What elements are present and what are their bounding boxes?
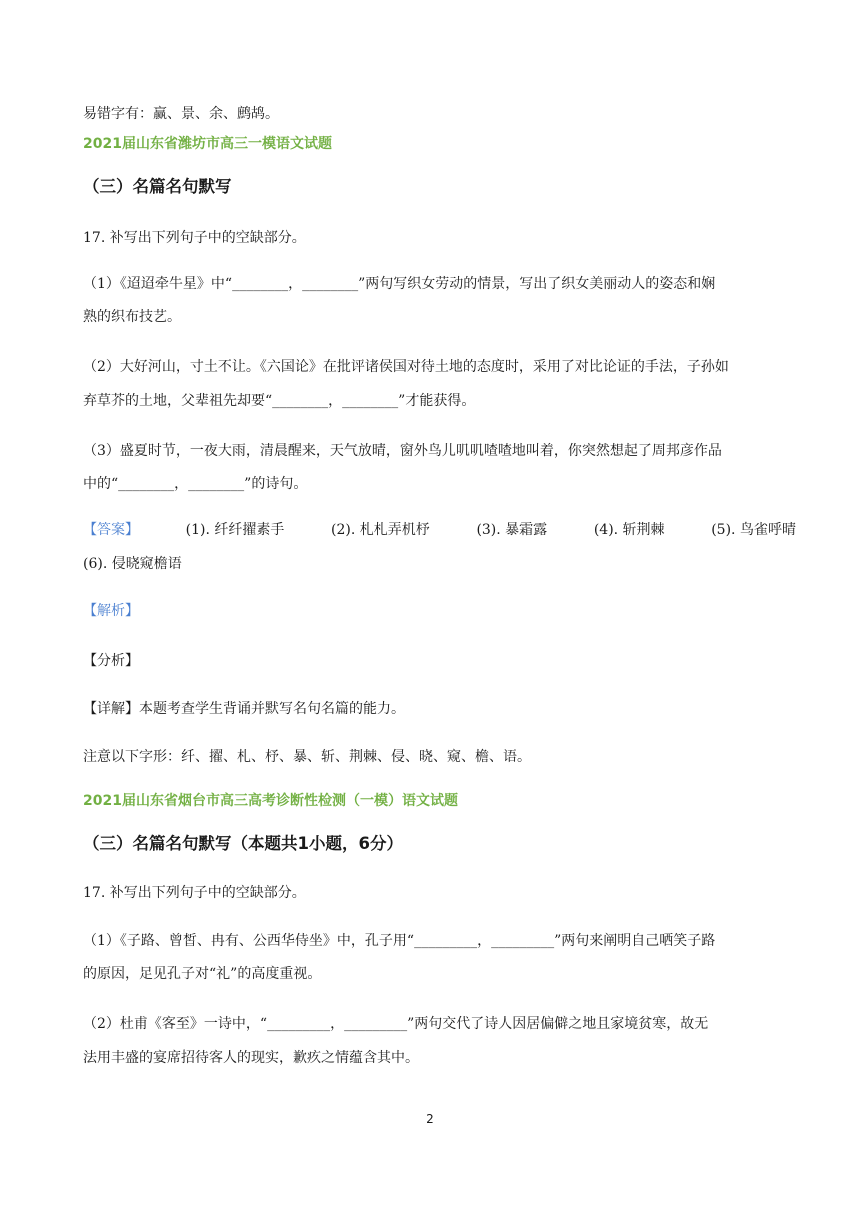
section-heading-1: （三）名篇名句默写 <box>83 177 232 196</box>
answer-item: (3). 暴霜露 <box>476 522 548 538</box>
answer-item-6: (6). 侵晓窥檐语 <box>83 556 182 572</box>
question-17-stem-2: 17. 补写出下列句子中的空缺部分。 <box>83 885 306 901</box>
source-title-1: 2021届山东省潍坊市高三一模语文试题 <box>83 136 332 152</box>
source-title-2: 2021届山东省烟台市高三高考诊断性检测（一模）语文试题 <box>83 793 458 809</box>
answer-item: (1). 纤纤擢素手 <box>185 522 285 538</box>
glyph-note: 注意以下字形：纤、擢、札、杼、暴、斩、荆棘、侵、晓、窥、檐、语。 <box>83 749 531 765</box>
answer-item: (5). 鸟雀呼晴 <box>711 522 796 538</box>
detail-text: 【详解】本题考查学生背诵并默写名句名篇的能力。 <box>83 701 405 717</box>
question-item-line: 熟的织布技艺。 <box>83 309 181 325</box>
answer-row <box>83 520 800 540</box>
analysis-tag: 【解析】 <box>83 603 139 619</box>
question-item-line: 法用丰盛的宴席招待客人的现实，歉疚之情蕴含其中。 <box>83 1050 419 1066</box>
question-item-line: 弃草芥的土地，父辈祖先却要“________，________”才能获得。 <box>83 393 476 409</box>
question-item-line: （2）杜甫《客至》一诗中，“_________，_________”两句交代了诗人因居偏僻之地且家境贫寒，故无 <box>83 1016 709 1032</box>
question-item-line: 的原因，足见孔子对“礼”的高度重视。 <box>83 966 322 982</box>
page-number: 2 <box>426 1112 434 1126</box>
answer-tag: 【答案】 <box>83 522 139 538</box>
typo-note: 易错字有：赢、景、余、鹧鸪。 <box>83 106 279 122</box>
question-item-line: （3）盛夏时节，一夜大雨，清晨醒来，天气放晴，窗外鸟儿叽叽喳喳地叫着，你突然想起了周邦彦作品 <box>83 443 722 459</box>
question-item-line: （1）《迢迢牵牛星》中“________，________”两句写织女劳动的情景，写出了织女美丽动人的姿态和娴 <box>83 276 716 292</box>
question-17-stem: 17. 补写出下列句子中的空缺部分。 <box>83 230 306 246</box>
analysis-heading: 【分析】 <box>83 653 139 669</box>
section-heading-2: （三）名篇名句默写（本题共1小题，6分） <box>83 834 403 853</box>
question-item-line: （1）《子路、曾皙、冉有、公西华侍坐》中，孔子用“_________，_________”两句来阐明自己哂笑子路 <box>83 933 716 949</box>
answer-item: (4). 斩荆棘 <box>593 522 665 538</box>
answer-item: (2). 札札弄机杼 <box>331 522 430 538</box>
question-item-line: 中的“________，________”的诗句。 <box>83 476 308 492</box>
question-item-line: （2）大好河山，寸土不让。《六国论》在批评诸侯国对待土地的态度时，采用了对比论证的手法，子孙如 <box>83 359 729 375</box>
